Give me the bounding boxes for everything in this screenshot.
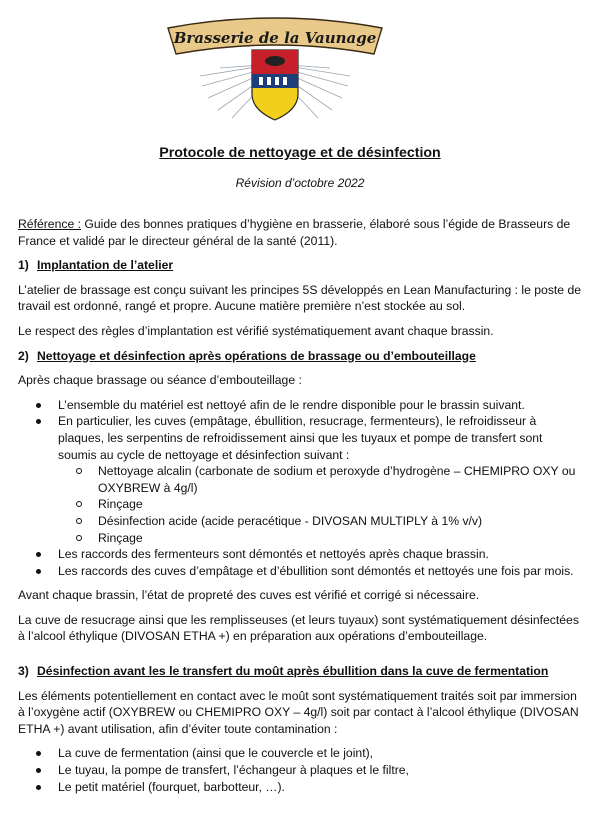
- shield-emblem: [252, 50, 298, 120]
- circle-bullet-icon: [76, 468, 82, 474]
- reference-label: Référence :: [18, 217, 82, 231]
- bullet-icon: [36, 785, 41, 790]
- sub-list-item: Rinçage: [58, 530, 584, 547]
- cleaning-cycle-steps: [58, 463, 584, 546]
- revision-date: Révision d’octobre 2022: [235, 176, 365, 190]
- list-item: Le tuyau, la pompe de transfert, l’échangeur à plaques et le filtre,: [18, 762, 584, 779]
- logo-text: Brasserie de la Vaunage: [173, 29, 377, 47]
- sub-list-item: Rinçage: [58, 496, 584, 513]
- section-1-heading: 1) Implantation de l’atelier: [18, 258, 174, 273]
- list-item: En particulier, les cuves (empâtage, ébullition, resucrage, fermenteurs), le refroidisseur à plaques, les serpentins de refroidissement ainsi que les tuyaux et pompe de transfert sont soumis au cycle de nettoyage et désinfection suivant : Nettoyage alcalin (carbonate de sodium et peroxyde d’hydrogène – CHEMIPRO OXY ou OXYBREW à 4g/l) Rinçage Désinfection acide (acide peracétique - DIVOSAN MULTIPLY à 1% v/v) Rinçage: [18, 413, 584, 546]
- section-2-paragraph-after-1: Avant chaque brassin, l’état de propreté des cuves est vérifié et corrigé si nécessaire.: [18, 588, 480, 603]
- section-3-intro: Les éléments potentiellement en contact avec le moût sont systématiquement traités soit par immersion à l’oxygène actif (OXYBREW ou CHEMIPRO OXY – 4g/l) soit par contact à l’alcool éthylique (DIVOSAN ETHA +) avant utilisation, afin d’éviter toute contamination :: [18, 688, 579, 736]
- document-title: Protocole de nettoyage et de désinfection: [159, 145, 441, 161]
- reference-paragraph: [18, 216, 584, 249]
- section-2-paragraph-after-2: La cuve de resucrage ainsi que les remplisseuses (et leurs tuyaux) sont systématiquement désinfectées à l’alcool éthylique (DIVOSAN ETHA +) en préparation aux opérations d’embouteillage.: [18, 612, 579, 644]
- bullet-icon: [36, 569, 41, 574]
- list-item: Les raccords des fermenteurs sont démontés et nettoyés après chaque brassin.: [18, 546, 584, 563]
- section-3-heading: 3) Désinfection avant les le transfert du moût après ébullition dans la cuve de fermentation: [18, 664, 549, 679]
- list-item: L’ensemble du matériel est nettoyé afin de le rendre disponible pour le brassin suivant.: [18, 397, 584, 414]
- sub-list-item: Désinfection acide (acide peracétique - DIVOSAN MULTIPLY à 1% v/v): [58, 513, 584, 530]
- section-1-paragraph-2: Le respect des règles d’implantation est vérifié systématiquement avant chaque brassin.: [18, 323, 494, 338]
- document-body: [18, 216, 584, 803]
- section-3-list: [18, 745, 584, 795]
- brasserie-logo: [160, 6, 390, 126]
- bullet-icon: [36, 419, 41, 424]
- section-2-intro: Après chaque brassage ou séance d’embouteillage :: [18, 373, 302, 388]
- bullet-icon: [36, 552, 41, 557]
- section-1-paragraph-1: L’atelier de brassage est conçu suivant les principes 5S développés en Lean Manufacturing : le poste de travail est ordonné, rangé et propre. Aucune matière première n’est stockée au sol.: [18, 282, 582, 314]
- list-item: La cuve de fermentation (ainsi que le couvercle et le joint),: [18, 745, 584, 762]
- list-item: Le petit matériel (fourquet, barbotteur, …).: [18, 779, 584, 796]
- list-item: Les raccords des cuves d’empâtage et d’ébullition sont démontés et nettoyés une fois par mois.: [18, 563, 584, 580]
- circle-bullet-icon: [76, 501, 82, 507]
- circle-bullet-icon: [76, 535, 82, 541]
- bullet-icon: [36, 403, 41, 408]
- bullet-icon: [36, 768, 41, 773]
- section-2-list: [18, 397, 584, 580]
- section-2-heading: 2) Nettoyage et désinfection après opérations de brassage ou d’embouteillage: [18, 348, 476, 363]
- bullet-icon: [36, 751, 41, 756]
- circle-bullet-icon: [76, 518, 82, 524]
- reference-text: Guide des bonnes pratiques d’hygiène en brasserie, élaboré sous l’égide de Brasseurs de France et validé par le directeur général de la santé (2011).: [18, 217, 571, 248]
- sub-list-item: Nettoyage alcalin (carbonate de sodium et peroxyde d’hydrogène – CHEMIPRO OXY ou OXYBREW à 4g/l): [58, 463, 584, 496]
